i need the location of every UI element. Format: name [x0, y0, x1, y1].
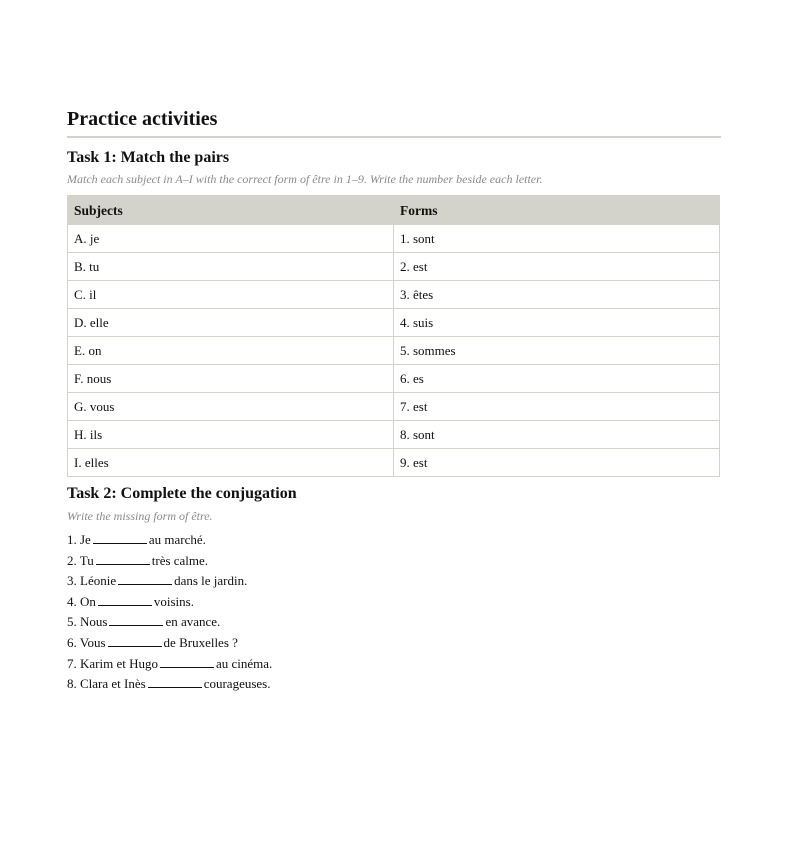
title-divider	[67, 136, 721, 138]
table-row	[68, 365, 720, 393]
form-cell: 4. suis	[394, 309, 720, 337]
table-row	[68, 337, 720, 365]
match-table	[67, 195, 720, 477]
item-prompt: 2. Tu	[67, 552, 94, 568]
subject-cell: I. elles	[68, 449, 394, 477]
list-item	[67, 654, 272, 675]
item-prompt: 4. On	[67, 593, 96, 609]
subject-cell: E. on	[68, 337, 394, 365]
item-ending: très calme.	[151, 552, 209, 568]
answer-blank[interactable]	[118, 572, 172, 585]
conjugation-list	[67, 530, 272, 695]
item-prompt: 6. Vous	[67, 634, 106, 650]
subject-cell: B. tu	[68, 253, 394, 281]
item-prompt: 7. Karim et Hugo	[67, 655, 158, 671]
task2-instruction: Write the missing form of être.	[67, 509, 213, 523]
task2-title: Task 2: Complete the conjugation	[67, 485, 297, 502]
item-ending: dans le jardin.	[174, 573, 248, 589]
table-header-row	[68, 196, 720, 225]
list-item	[67, 612, 272, 633]
list-item	[67, 530, 272, 551]
item-ending: voisins.	[153, 593, 194, 609]
item-ending: au cinéma.	[215, 655, 273, 671]
answer-blank[interactable]	[108, 634, 162, 647]
subjects-header: Subjects	[68, 196, 394, 225]
table-row	[68, 281, 720, 309]
answer-blank[interactable]	[98, 593, 152, 606]
table-row	[68, 253, 720, 281]
item-ending: au marché.	[148, 532, 206, 547]
form-cell: 6. es	[394, 365, 720, 393]
page-title: Practice activities	[67, 108, 218, 130]
task1-title: Task 1: Match the pairs	[67, 149, 230, 166]
answer-blank[interactable]	[93, 531, 147, 544]
form-cell: 9. est	[394, 449, 720, 477]
item-ending: de Bruxelles ?	[163, 634, 238, 650]
table-row	[68, 393, 720, 421]
form-cell: 1. sont	[394, 225, 720, 253]
answer-blank[interactable]	[148, 675, 202, 688]
table-row	[68, 449, 720, 477]
form-cell: 3. êtes	[394, 281, 720, 309]
subject-cell: C. il	[68, 281, 394, 309]
subject-cell: G. vous	[68, 393, 394, 421]
item-prompt: 3. Léonie	[67, 573, 117, 589]
subject-cell: D. elle	[68, 309, 394, 337]
table-row	[68, 309, 720, 337]
answer-blank[interactable]	[160, 655, 214, 668]
list-item	[67, 633, 272, 654]
subject-cell: F. nous	[68, 365, 394, 393]
item-ending: courageuses.	[203, 676, 271, 692]
item-prompt: 8. Clara et Inès	[67, 676, 146, 692]
form-cell: 7. est	[394, 393, 720, 421]
table-row	[68, 225, 720, 253]
list-item	[67, 551, 272, 572]
forms-header: Forms	[394, 196, 720, 225]
item-prompt: 5. Nous	[67, 614, 108, 630]
list-item	[67, 592, 272, 613]
answer-blank[interactable]	[96, 552, 150, 565]
form-cell: 2. est	[394, 253, 720, 281]
task1-instruction: Match each subject in A–I with the correct form of être in 1–9. Write the number beside each letter.	[67, 172, 543, 186]
item-prompt: 1. Je	[67, 532, 91, 547]
list-item	[67, 674, 272, 695]
form-cell: 5. sommes	[394, 337, 720, 365]
form-cell: 8. sont	[394, 421, 720, 449]
table-row	[68, 421, 720, 449]
list-item	[67, 571, 272, 592]
item-ending: en avance.	[165, 614, 221, 630]
subject-cell: H. ils	[68, 421, 394, 449]
subject-cell: A. je	[68, 225, 394, 253]
answer-blank[interactable]	[109, 613, 163, 626]
